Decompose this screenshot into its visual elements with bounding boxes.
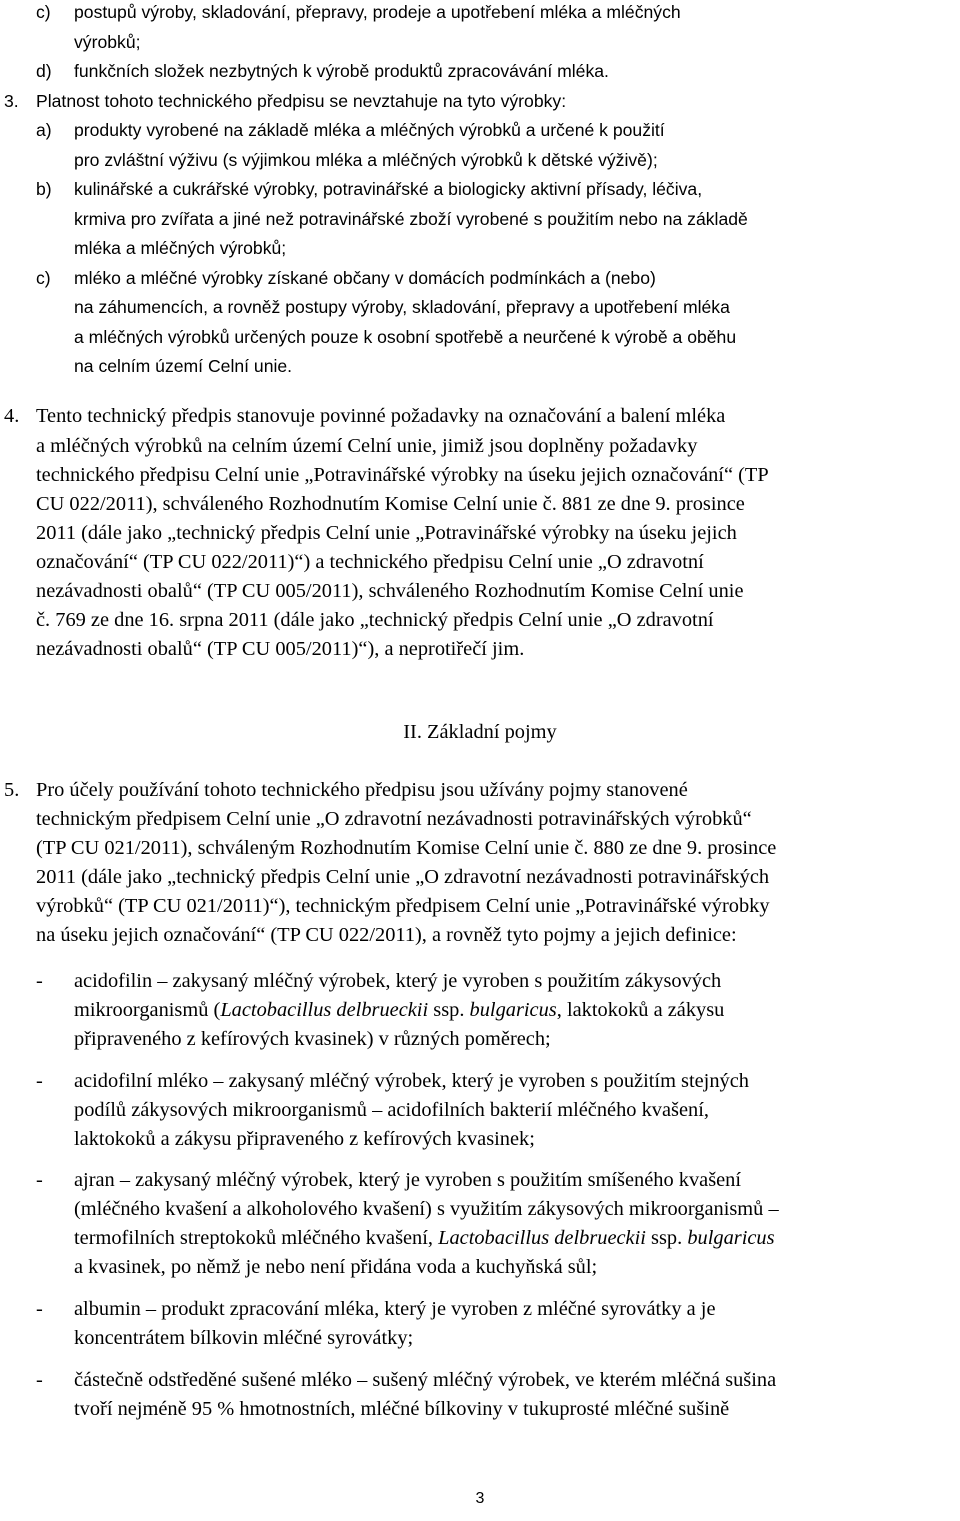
para3-intro: Platnost tohoto technického předpisu se nevztahuje na tyto výrobky: [36, 91, 567, 111]
definition-line [74, 1000, 724, 1020]
para3-b-line: krmiva pro zvířata a jiné než potravinářské zboží vyrobené s použitím nebo na základě [74, 209, 748, 229]
list-label-b: b) [36, 179, 52, 199]
para3-c-line: na záhumencích, a rovněž postupy výroby, skladování, přepravy a upotřebení mléka [74, 297, 730, 317]
para3-a-line: produkty vyrobené na základě mléka a mléčných výrobků a určené k použití [74, 120, 665, 140]
latin-name: Lactobacillus delbrueckii [220, 999, 429, 1021]
text-span: ssp. [428, 999, 470, 1021]
bullet-dash: - [36, 1369, 43, 1391]
para3-b-line: mléka a mléčných výrobků; [74, 238, 287, 258]
definition-line: a kvasinek, po němž je nebo není přidána voda a kuchyňská sůl; [74, 1256, 598, 1278]
para4-line: označování“ (TP CU 022/2011)“) a technického předpisu Celní unie „O zdravotní [36, 551, 704, 573]
para-number-5: 5. [4, 779, 20, 801]
definition-line: podílů zákysových mikroorganismů – acidofilních bakterií mléčného kvašení, [74, 1099, 709, 1121]
para-number-3: 3. [4, 91, 19, 111]
para-number-4: 4. [4, 405, 20, 427]
para3-c-line: a mléčných výrobků určených pouze k osobní spotřebě a neurčené k výrobě a oběhu [74, 327, 737, 347]
para4-line: CU 022/2011), schváleného Rozhodnutím Komise Celní unie č. 881 ze dne 9. prosince [36, 493, 745, 515]
definition-line: laktokoků a zákysu připraveného z kefírových kvasinek; [74, 1128, 535, 1150]
para3-c-line: mléko a mléčné výrobky získané občany v domácích podmínkách a (nebo) [74, 268, 656, 288]
list-label-c: c) [36, 268, 51, 288]
para5-line: výrobků“ (TP CU 021/2011)“), technickým předpisem Celní unie „Potravinářské výrobky [36, 895, 770, 917]
para5-line: Pro účely používání tohoto technického předpisu jsou užívány pojmy stanovené [36, 779, 688, 801]
latin-name: bulgaricus [687, 1227, 775, 1249]
text-span: ssp. [645, 1227, 688, 1249]
definition-line: acidofilin – zakysaný mléčný výrobek, který je vyroben s použitím zákysových [74, 970, 722, 992]
definition-line: (mléčného kvašení a alkoholového kvašení) s využitím zákysových mikroorganismů – [74, 1198, 779, 1220]
para4-line: nezávadnosti obalů“ (TP CU 005/2011)“), a neprotiřečí jim. [36, 638, 525, 660]
para4-line: a mléčných výrobků na celním území Celní unie, jimiž jsou doplněny požadavky [36, 435, 698, 457]
list-label-a: a) [36, 120, 52, 140]
text-span: mikroorganismů ( [74, 999, 221, 1021]
para5-line: technickým předpisem Celní unie „O zdravotní nezávadnosti potravinářských výrobků“ [36, 808, 752, 830]
definition-line: tvoří nejméně 95 % hmotnostních, mléčné bílkoviny v tukuprosté mléčné sušině [74, 1398, 730, 1420]
list-label-c: c) [36, 2, 51, 22]
para4-line: č. 769 ze dne 16. srpna 2011 (dále jako „technický předpis Celní unie „O zdravotní [36, 609, 714, 631]
para4-line: Tento technický předpis stanovuje povinné požadavky na označování a balení mléka [36, 405, 726, 427]
definition-line: připraveného z kefírových kvasinek) v různých poměrech; [74, 1028, 551, 1050]
bullet-dash: - [36, 970, 43, 992]
list-item-d-line: funkčních složek nezbytných k výrobě produktů zpracovávání mléka. [74, 61, 609, 81]
list-label-d: d) [36, 61, 52, 81]
text-span: termofilních streptokoků mléčného kvašení, [74, 1227, 439, 1249]
para5-line: 2011 (dále jako „technický předpis Celní unie „O zdravotní nezávadnosti potravinářských [36, 866, 770, 888]
definition-line: acidofilní mléko – zakysaný mléčný výrobek, který je vyroben s použitím stejných [74, 1070, 749, 1092]
definition-line: ajran – zakysaný mléčný výrobek, který je vyroben s použitím smíšeného kvašení [74, 1169, 742, 1191]
section-heading: II. Základní pojmy [403, 721, 557, 743]
para5-line: (TP CU 021/2011), schváleným Rozhodnutím Komise Celní unie č. 880 ze dne 9. prosince [36, 837, 777, 859]
list-item-c-line: výrobků; [74, 32, 141, 52]
bullet-dash: - [36, 1169, 43, 1191]
list-item-c-line: postupů výroby, skladování, přepravy, prodeje a upotřebení mléka a mléčných [74, 2, 681, 22]
para4-line: 2011 (dále jako „technický předpis Celní unie „Potravinářské výrobky na úseku jejich [36, 522, 737, 544]
latin-name: Lactobacillus delbrueckii [438, 1227, 646, 1249]
definition-line: částečně odstředěné sušené mléko – sušený mléčný výrobek, ve kterém mléčná sušina [74, 1369, 777, 1391]
definition-line: koncentrátem bílkovin mléčné syrovátky; [74, 1327, 414, 1349]
para4-line: technického předpisu Celní unie „Potravinářské výrobky na úseku jejich označování“ (TP [36, 464, 769, 486]
bullet-dash: - [36, 1298, 43, 1320]
definition-line [74, 1228, 775, 1248]
para4-line: nezávadnosti obalů“ (TP CU 005/2011), schváleného Rozhodnutím Komise Celní unie [36, 580, 744, 602]
bullet-dash: - [36, 1070, 43, 1092]
para3-b-line: kulinářské a cukrářské výrobky, potravinářské a biologicky aktivní přísady, léčiva, [74, 179, 703, 199]
para3-c-line: na celním území Celní unie. [74, 356, 293, 376]
page-number: 3 [475, 1490, 485, 1507]
para3-a-line: pro zvláštní výživu (s výjimkou mléka a mléčných výrobků k dětské výživě); [74, 150, 658, 170]
latin-name: bulgaricus [469, 999, 557, 1021]
para5-line: na úseku jejich označování“ (TP CU 022/2011), a rovněž tyto pojmy a jejich definice: [36, 924, 737, 946]
text-span: , laktokoků a zákysu [556, 999, 725, 1021]
definition-line: albumin – produkt zpracování mléka, který je vyroben z mléčné syrovátky a je [74, 1298, 716, 1320]
